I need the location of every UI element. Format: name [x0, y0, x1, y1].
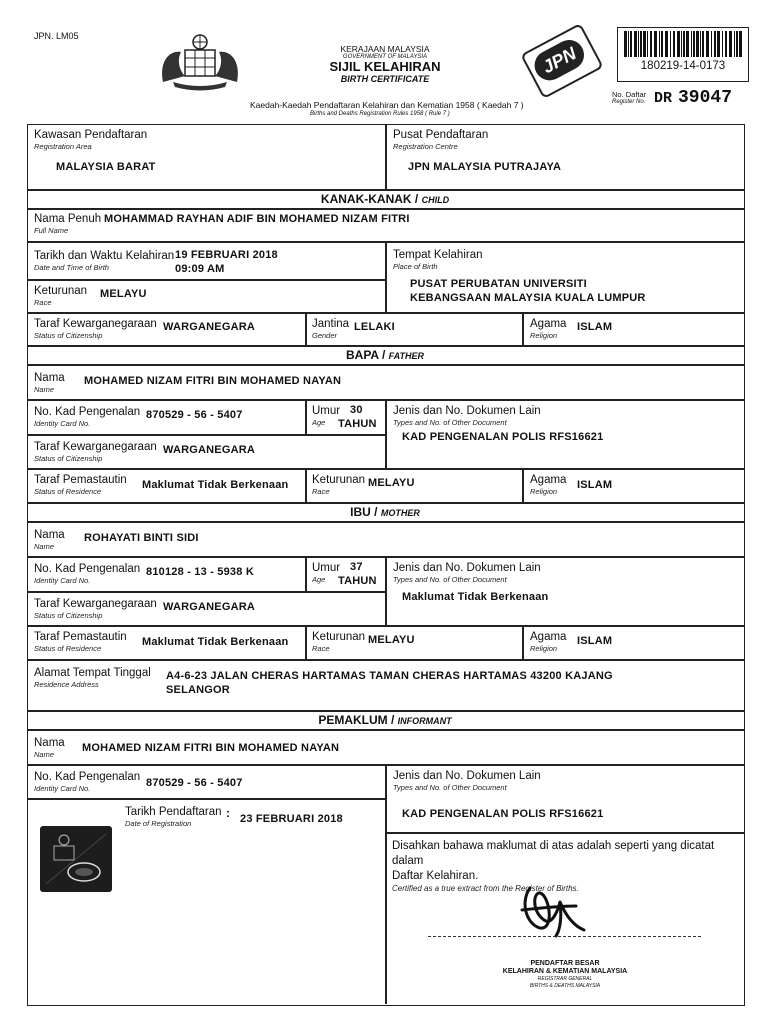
mother-name-label-en: Name — [34, 542, 55, 551]
address-line2: SELANGOR — [166, 684, 230, 696]
father-race-label-en: Race — [312, 487, 330, 496]
registration-centre-label: Pusat Pendaftaran — [393, 129, 489, 141]
mother-citizen-label-en: Status of Citizenship — [34, 611, 103, 620]
father-age-unit: TAHUN — [338, 418, 377, 430]
child-religion-label: Agama — [530, 318, 567, 330]
certification-text-line2: Daftar Kelahiran. — [392, 870, 479, 882]
registration-area-value: MALAYSIA BARAT — [56, 161, 156, 173]
signer-title-2: KELAHIRAN & KEMATIAN MALAYSIA — [502, 968, 628, 975]
child-race-label: Keturunan — [34, 285, 88, 297]
mother-religion-value: ISLAM — [577, 635, 613, 647]
father-name-label: Nama — [34, 372, 65, 384]
mother-doc-label-en: Types and No. of Other Document — [393, 575, 507, 584]
address-line1: A4-6-23 JALAN CHERAS HARTAMAS TAMAN CHERAS HARTAMAS 43200 KAJANG — [166, 670, 613, 682]
register-no-label: No. Daftar — [612, 90, 647, 99]
child-pob-label-en: Place of Birth — [393, 262, 438, 271]
child-name-label-en: Full Name — [34, 226, 69, 235]
form-code: JPN. LM05 — [34, 31, 79, 41]
mother-name-value: ROHAYATI BINTI SIDI — [84, 532, 199, 544]
child-citizen-label: Taraf Kewarganegaraan — [34, 318, 157, 330]
mother-name-label: Nama — [34, 529, 65, 541]
barcode-icon — [624, 31, 742, 57]
reg-date-value: 23 FEBRUARI 2018 — [240, 813, 343, 825]
mother-religion-label-en: Religion — [530, 644, 558, 653]
father-race-value: MELAYU — [368, 477, 415, 489]
father-religion-label: Agama — [530, 474, 567, 486]
mother-race-value: MELAYU — [368, 634, 415, 646]
father-religion-value: ISLAM — [577, 479, 613, 491]
mother-residence-value: Maklumat Tidak Berkenaan — [142, 636, 289, 648]
reg-date-label-en: Date of Registration — [125, 819, 192, 828]
father-ic-value: 870529 - 56 - 5407 — [146, 409, 243, 421]
jpn-stamp-text: JPN — [529, 35, 589, 86]
child-race-label-en: Race — [34, 298, 52, 307]
father-age-label: Umur — [312, 405, 341, 417]
child-dob-label-en: Date and Time of Birth — [34, 263, 109, 272]
mother-race-label: Keturunan — [312, 631, 366, 643]
child-pob-line2: KEBANGSAAN MALAYSIA KUALA LUMPUR — [410, 292, 646, 304]
certification-text-en: Certified as a true extract from the Register of Births. — [392, 884, 579, 893]
child-citizen-label-en: Status of Citizenship — [34, 331, 103, 340]
register-no-label-en: Register No. — [612, 99, 646, 105]
register-no-digits: 39047 — [678, 88, 733, 108]
child-pob-line1: PUSAT PERUBATAN UNIVERSITI — [410, 278, 587, 290]
father-ic-label: No. Kad Pengenalan — [34, 406, 141, 418]
registration-centre-label-en: Registration Centre — [393, 142, 458, 151]
address-label: Alamat Tempat Tinggal — [34, 667, 151, 679]
reg-date-label: Tarikh Pendaftaran — [125, 806, 222, 818]
signature-line — [428, 936, 701, 937]
child-pob-label: Tempat Kelahiran — [393, 249, 483, 261]
father-religion-label-en: Religion — [530, 487, 558, 496]
child-dob-label: Tarikh dan Waktu Kelahiran — [34, 250, 175, 262]
coat-of-arms-icon — [155, 32, 245, 94]
mother-age-label-en: Age — [312, 575, 326, 584]
father-residence-value: Maklumat Tidak Berkenaan — [142, 479, 289, 491]
section-child-header: KANAK-KANAK / CHILD — [320, 192, 450, 206]
barcode-box — [617, 27, 749, 82]
child-name-value: MOHAMMAD RAYHAN ADIF BIN MOHAMED NIZAM FITRI — [104, 213, 410, 225]
child-dob-date: 19 FEBRUARI 2018 — [175, 249, 278, 261]
mother-age-value: 37 — [350, 561, 363, 573]
mother-ic-label: No. Kad Pengenalan — [34, 563, 141, 575]
mother-doc-label: Jenis dan No. Dokumen Lain — [393, 562, 541, 574]
act-reference-en: Births and Deaths Registration Rules 1958 ( Rule 7 ) — [310, 111, 450, 117]
informant-ic-label: No. Kad Pengenalan — [34, 771, 141, 783]
mother-race-label-en: Race — [312, 644, 330, 653]
act-reference: Kaedah-Kaedah Pendaftaran Kelahiran dan Kematian 1958 ( Kaedah 7 ) — [250, 100, 524, 110]
father-citizen-value: WARGANEGARA — [163, 444, 256, 456]
father-age-label-en: Age — [312, 418, 326, 427]
father-residence-label-en: Status of Residence — [34, 487, 102, 496]
mother-residence-label-en: Status of Residence — [34, 644, 102, 653]
address-label-en: Residence Address — [34, 680, 99, 689]
gov-name: KERAJAAN MALAYSIA — [340, 44, 430, 54]
child-citizen-value: WARGANEGARA — [163, 321, 256, 333]
mother-religion-label: Agama — [530, 631, 567, 643]
father-name-value: MOHAMED NIZAM FITRI BIN MOHAMED NAYAN — [84, 375, 342, 387]
certification-text-line1: Disahkan bahawa maklumat di atas adalah seperti yang dicatat dalam — [392, 840, 715, 867]
father-race-label: Keturunan — [312, 474, 366, 486]
informant-doc-label: Jenis dan No. Dokumen Lain — [393, 770, 541, 782]
father-age-value: 30 — [350, 404, 363, 416]
child-religion-label-en: Religion — [530, 331, 558, 340]
register-no-prefix: DR — [654, 90, 673, 107]
doc-title: SIJIL KELAHIRAN — [329, 59, 441, 74]
informant-name-label-en: Name — [34, 750, 55, 759]
child-religion-value: ISLAM — [577, 321, 613, 333]
informant-name-value: MOHAMED NIZAM FITRI BIN MOHAMED NAYAN — [82, 742, 340, 754]
section-informant-header: PEMAKLUM / INFORMANT — [318, 713, 452, 727]
mother-residence-label: Taraf Pemastautin — [34, 631, 127, 643]
father-name-label-en: Name — [34, 385, 55, 394]
father-doc-value: KAD PENGENALAN POLIS RFS16621 — [402, 431, 604, 443]
informant-ic-label-en: Identity Card No. — [34, 784, 91, 793]
mother-age-unit: TAHUN — [338, 575, 377, 587]
child-race-value: MELAYU — [100, 288, 147, 300]
signature-icon — [500, 880, 610, 942]
registration-centre-value: JPN MALAYSIA PUTRAJAYA — [408, 161, 562, 173]
child-dob-time: 09:09 AM — [175, 263, 225, 275]
section-father-header: BAPA / FATHER — [345, 348, 425, 362]
informant-doc-label-en: Types and No. of Other Document — [393, 783, 507, 792]
father-doc-label-en: Types and No. of Other Document — [393, 418, 507, 427]
hologram-seal-icon — [40, 826, 112, 892]
registration-area-label-en: Registration Area — [34, 142, 92, 151]
signer-title-4: BIRTHS & DEATHS MALAYSIA — [529, 983, 601, 989]
mother-ic-label-en: Identity Card No. — [34, 576, 91, 585]
father-residence-label: Taraf Pemastautin — [34, 474, 127, 486]
registration-area-label: Kawasan Pendaftaran — [34, 129, 148, 141]
section-mother-header: IBU / MOTHER — [350, 505, 420, 519]
doc-title-en: BIRTH CERTIFICATE — [340, 74, 430, 84]
child-gender-label: Jantina — [312, 318, 350, 330]
signer-title-1: PENDAFTAR BESAR — [530, 960, 600, 967]
informant-doc-value: KAD PENGENALAN POLIS RFS16621 — [402, 808, 604, 820]
mother-age-label: Umur — [312, 562, 341, 574]
mother-ic-value: 810128 - 13 - 5938 K — [146, 566, 254, 578]
mother-citizen-label: Taraf Kewarganegaraan — [34, 598, 157, 610]
father-citizen-label-en: Status of Citizenship — [34, 454, 103, 463]
signer-title-3: REGISTRAR GENERAL — [537, 976, 593, 982]
jpn-stamp-icon — [520, 23, 604, 99]
mother-doc-value: Maklumat Tidak Berkenaan — [402, 591, 549, 603]
father-doc-label: Jenis dan No. Dokumen Lain — [393, 405, 541, 417]
father-ic-label-en: Identity Card No. — [34, 419, 91, 428]
mother-citizen-value: WARGANEGARA — [163, 601, 256, 613]
father-citizen-label: Taraf Kewarganegaraan — [34, 441, 157, 453]
informant-name-label: Nama — [34, 737, 65, 749]
child-gender-label-en: Gender — [312, 331, 338, 340]
informant-ic-value: 870529 - 56 - 5407 — [146, 777, 243, 789]
child-name-label: Nama Penuh — [34, 213, 102, 225]
child-gender-value: LELAKI — [354, 321, 395, 333]
barcode-number: 180219-14-0173 — [640, 60, 726, 72]
gov-name-en: GOVERNMENT OF MALAYSIA — [342, 54, 428, 60]
